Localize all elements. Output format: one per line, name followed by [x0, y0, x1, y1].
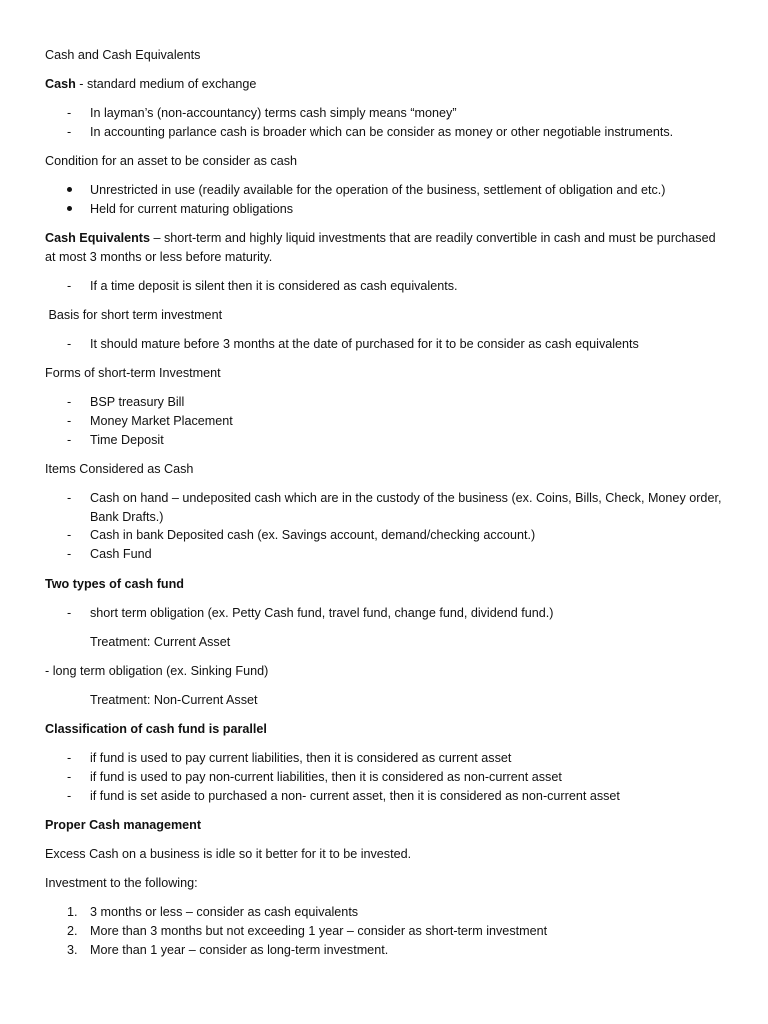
- list-item: [45, 431, 728, 450]
- document-title: Cash and Cash Equivalents: [45, 48, 201, 62]
- dash-marker: -: [67, 337, 72, 351]
- list-item: [45, 489, 728, 526]
- list-item: [45, 277, 728, 296]
- list-item-text: Unrestricted in use (readily available for the operation of the business, settlement of obligation and etc.): [90, 183, 666, 197]
- dash-marker: -: [67, 789, 72, 803]
- dash-marker: -: [67, 433, 72, 447]
- list-item: [45, 393, 728, 412]
- list-item: [45, 526, 728, 545]
- cash-equivalents-text: – short-term and highly liquid investments that are readily convertible in cash and must be purchased at most 3 months or less before maturity.: [45, 231, 716, 264]
- list-item-text: If a time deposit is silent then it is considered as cash equivalents.: [90, 279, 458, 293]
- list-item: [45, 335, 728, 354]
- list-item: [45, 412, 728, 431]
- list-item: [45, 104, 728, 123]
- list-item: [45, 768, 728, 787]
- bullet-icon: [67, 181, 81, 200]
- number-marker: 3.: [67, 943, 78, 957]
- list-item: [45, 123, 728, 142]
- dash-marker: -: [67, 414, 72, 428]
- long-term-treatment: Treatment: Non-Current Asset: [90, 693, 258, 707]
- long-term-obligation: - long term obligation (ex. Sinking Fund): [45, 664, 269, 678]
- list-item-text: Held for current maturing obligations: [90, 202, 294, 216]
- list-item-text: More than 1 year – consider as long-term investment.: [90, 943, 389, 957]
- list-item: [45, 604, 728, 623]
- management-paragraph: Excess Cash on a business is idle so it better for it to be invested.: [45, 847, 412, 861]
- numbered-item: [45, 922, 728, 941]
- list-item-text: More than 3 months but not exceeding 1 year – consider as short-term investment: [90, 924, 548, 938]
- list-item-text: Money Market Placement: [90, 414, 233, 428]
- list-item-text: In accounting parlance cash is broader which can be consider as money or other negotiable instruments.: [90, 125, 674, 139]
- bullet-icon: [67, 200, 81, 219]
- list-item-text: Cash in bank Deposited cash (ex. Savings account, demand/checking account.): [90, 528, 536, 542]
- cash-term: Cash: [45, 77, 76, 91]
- list-item: [45, 181, 728, 200]
- classification-heading: Classification of cash fund is parallel: [45, 722, 267, 736]
- list-item: [45, 200, 728, 219]
- fund-types-heading: Two types of cash fund: [45, 577, 185, 591]
- dash-marker: -: [67, 547, 72, 561]
- list-item-text: BSP treasury Bill: [90, 395, 185, 409]
- list-item-text: short term obligation (ex. Petty Cash fund, travel fund, change fund, dividend fund.): [90, 606, 554, 620]
- list-item: [45, 749, 728, 768]
- investment-intro: Investment to the following:: [45, 876, 198, 890]
- number-marker: 2.: [67, 924, 78, 938]
- dash-marker: -: [67, 751, 72, 765]
- condition-heading: Condition for an asset to be consider as cash: [45, 154, 298, 168]
- management-heading: Proper Cash management: [45, 818, 202, 832]
- forms-heading: Forms of short-term Investment: [45, 366, 221, 380]
- dash-marker: -: [67, 528, 72, 542]
- list-item-text: In layman’s (non-accountancy) terms cash simply means “money”: [90, 106, 457, 120]
- dash-marker: -: [67, 491, 72, 505]
- dash-marker: -: [67, 125, 72, 139]
- list-item-text: 3 months or less – consider as cash equivalents: [90, 905, 359, 919]
- list-item-text: Cash on hand – undeposited cash which are in the custody of the business (ex. Coins, Bills, Check, Money order, Bank Drafts.): [90, 491, 722, 524]
- items-cash-heading: Items Considered as Cash: [45, 462, 194, 476]
- numbered-item: [45, 903, 728, 922]
- list-item-text: Time Deposit: [90, 433, 164, 447]
- number-marker: 1.: [67, 905, 78, 919]
- numbered-item: [45, 941, 728, 960]
- list-item-text: It should mature before 3 months at the date of purchased for it to be consider as cash equivalents: [90, 337, 639, 351]
- dash-marker: -: [67, 279, 72, 293]
- list-item-text: Cash Fund: [90, 547, 152, 561]
- list-item: [45, 545, 728, 564]
- basis-heading: Basis for short term investment: [45, 308, 223, 322]
- dash-marker: -: [67, 106, 72, 120]
- short-term-treatment: Treatment: Current Asset: [90, 635, 231, 649]
- cash-definition-text: - standard medium of exchange: [75, 77, 257, 91]
- dash-marker: -: [67, 770, 72, 784]
- list-item: [45, 787, 728, 806]
- cash-equivalents-term: Cash Equivalents: [45, 231, 150, 245]
- dash-marker: -: [67, 395, 72, 409]
- list-item-text: if fund is used to pay current liabilities, then it is considered as current asset: [90, 751, 512, 765]
- cash-definition: [45, 75, 728, 94]
- list-item-text: if fund is set aside to purchased a non- current asset, then it is considered as non-current asset: [90, 789, 620, 803]
- dash-marker: -: [67, 606, 72, 620]
- cash-equivalents-definition: [45, 229, 728, 266]
- list-item-text: if fund is used to pay non-current liabilities, then it is considered as non-current asset: [90, 770, 562, 784]
